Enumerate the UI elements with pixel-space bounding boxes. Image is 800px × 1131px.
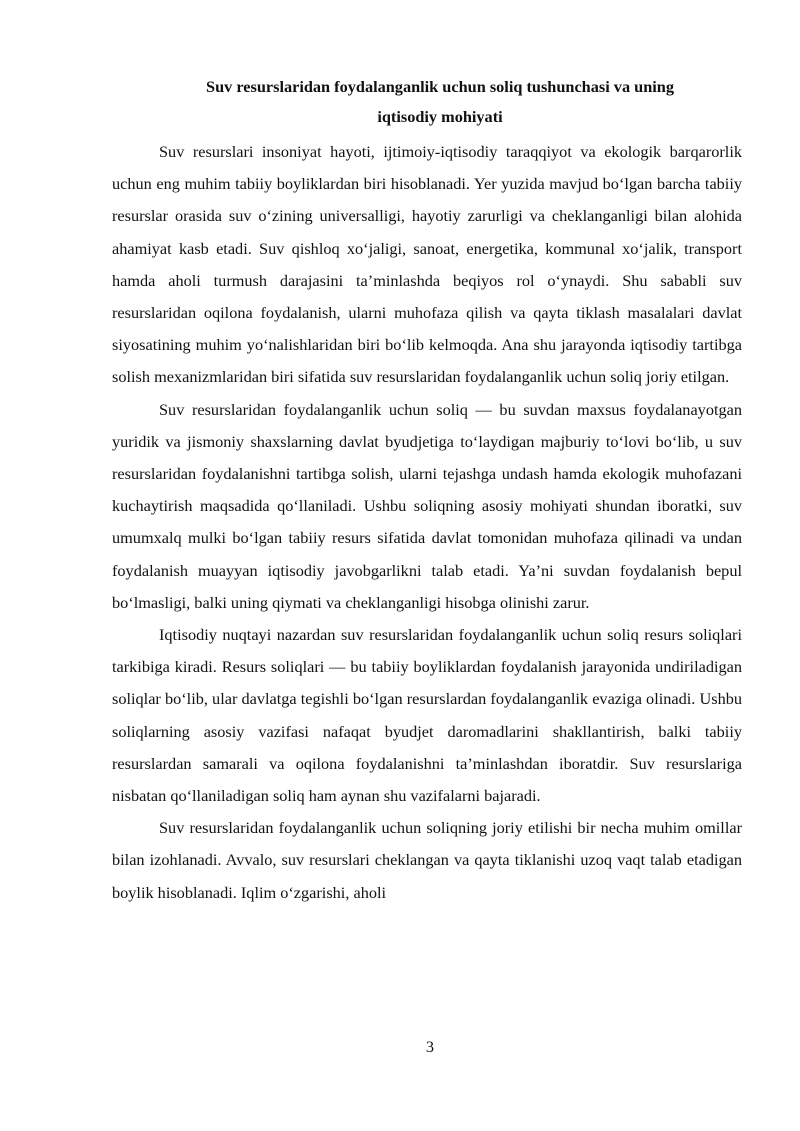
- document-body: [112, 136, 742, 909]
- paragraph-2: Suv resurslaridan foydalanganlik uchun soliq — bu suvdan maxsus foydalanayotgan yuridik va jismoniy shaxslarning davlat byudjetiga toʻlaydigan majburiy toʻlovi boʻlib, u suv resurslaridan foydalanishni tartibga solish, ularni tejashga undash hamda ekologik muhofazani kuchaytirish maqsadida qoʻllaniladi. Ushbu soliqning asosiy mohiyati shundan iboratki, suv umumxalq mulki boʻlgan tabiiy resurs sifatida davlat tomonidan muhofaza qilinadi va undan foydalanish muayyan iqtisodiy javobgarlikni talab etadi. Yaʼni suvdan foydalanish bepul boʻlmasligi, balki uning qiymati va cheklanganligi hisobga olinishi zarur.: [112, 399, 742, 612]
- page-number: 3: [425, 1037, 435, 1056]
- document-title-line-2: iqtisodiy mohiyati: [377, 107, 503, 126]
- paragraph-1: Suv resurslari insoniyat hayoti, ijtimoiy-iqtisodiy taraqqiyot va ekologik barqarorlik uchun eng muhim tabiiy boyliklardan biri hisoblanadi. Yer yuzida mavjud boʻlgan barcha tabiiy resurslar orasida suv oʻzining universalligi, hayotiy zarurligi va cheklanganligi bilan alohida ahamiyat kasb etadi. Suv qishloq xoʻjaligi, sanoat, energetika, kommunal xoʻjalik, transport hamda aholi turmush darajasini taʼminlashda beqiyos rol oʻynaydi. Shu sababli suv resurslaridan oqilona foydalanish, ularni muhofaza qilish va qayta tiklash masalalari davlat siyosatining muhim yoʻnalishlaridan biri boʻlib kelmoqda. Ana shu jarayonda iqtisodiy tartibga solish mexanizmlaridan biri sifatida suv resurslaridan foydalanganlik uchun soliq joriy etilgan.: [112, 142, 742, 387]
- paragraph-4: Suv resurslaridan foydalanganlik uchun soliqning joriy etilishi bir necha muhim omillar bilan izohlanadi. Avvalo, suv resurslari cheklangan va qayta tiklanishi uzoq vaqt talab etadigan boylik hisoblanadi. Iqlim oʻzgarishi, aholi: [112, 818, 742, 902]
- document-title-line-1: Suv resurslaridan foydalanganlik uchun soliq tushunchasi va uning: [206, 77, 674, 96]
- paragraph-3: Iqtisodiy nuqtayi nazardan suv resurslaridan foydalanganlik uchun soliq resurs soliqlari tarkibiga kiradi. Resurs soliqlari — bu tabiiy boyliklardan foydalanish jarayonida undiriladigan soliqlar boʻlib, ular davlatga tegishli boʻlgan resurslardan foydalanganlik evaziga olinadi. Ushbu soliqlarning asosiy vazifasi nafaqat byudjet daromadlarini shakllantirish, balki tabiiy resurslardan samarali va oqilona foydalanishni taʼminlashdan iboratdir. Suv resurslariga nisbatan qoʻllaniladigan soliq ham aynan shu vazifalarni bajaradi.: [112, 625, 742, 806]
